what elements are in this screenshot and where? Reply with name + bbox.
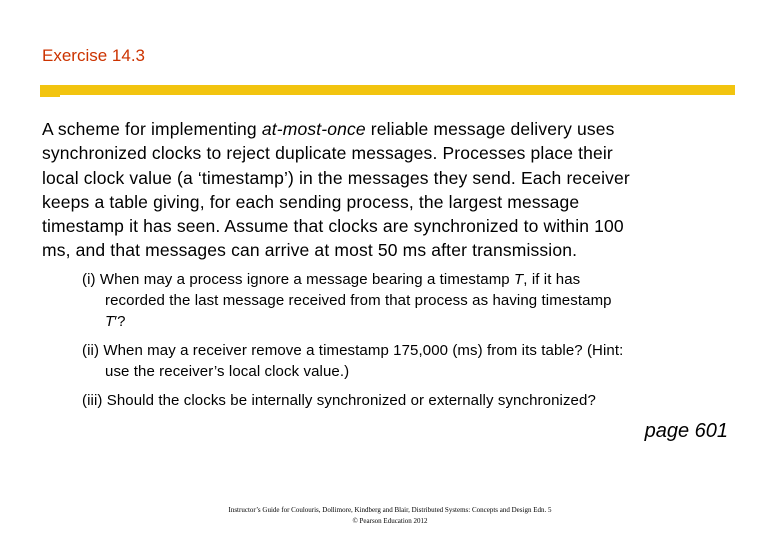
question-i xyxy=(82,269,612,332)
footer xyxy=(200,505,580,527)
question-ii-line-2: use the receiver’s local clock value.) xyxy=(105,363,350,380)
question-i-line-2: recorded the last message received from that process as having timestamp xyxy=(105,292,612,309)
body-line-1-end: reliable message delivery uses xyxy=(365,119,615,139)
footer-copyright: © Pearson Education 2012 xyxy=(352,517,428,525)
question-i-line-1 xyxy=(82,269,612,290)
question-i-line-1-start: (i) When may a process ignore a message bearing a timestamp xyxy=(82,271,515,288)
slide-title: Exercise 14.3 xyxy=(42,46,145,65)
body-line-5: timestamp it has seen. Assume that clocks are synchronized to within 100 xyxy=(42,216,624,237)
title-underline-notch xyxy=(40,95,60,97)
body-line-2: synchronized clocks to reject duplicate messages. Processes place their xyxy=(42,143,613,164)
body-line-3: local clock value (a ‘timestamp’) in the messages they send. Each receiver xyxy=(42,167,630,188)
footer-attribution: Instructor’s Guide for Coulouris, Dollimore, Kindberg and Blair, Distributed Systems: Concepts and Design Edn. 5 xyxy=(228,506,552,514)
body-line-1 xyxy=(42,117,742,141)
question-iii xyxy=(82,390,596,411)
question-i-timestamp-var: T xyxy=(514,271,524,288)
body-line-6: ms, and that messages can arrive at most 50 ms after transmission. xyxy=(42,240,578,261)
question-i-line-3 xyxy=(82,311,612,332)
question-i-timestamp-prime-var: T xyxy=(105,313,115,330)
body-line-1-start: A scheme for implementing xyxy=(42,119,262,139)
question-i-line-3-end: ′? xyxy=(114,313,126,330)
exercise-body xyxy=(42,117,742,263)
question-ii xyxy=(82,340,623,382)
body-emphasis: at-most-once xyxy=(261,119,366,139)
question-iii-line-1: (iii) Should the clocks be internally synchronized or externally synchronized? xyxy=(82,392,596,409)
page-reference: page 601 xyxy=(644,420,728,442)
title-underline-bar xyxy=(40,85,735,95)
question-i-line-1-end: , if it has xyxy=(523,271,581,288)
question-ii-line-1: (ii) When may a receiver remove a timestamp 175,000 (ms) from its table? (Hint: xyxy=(82,342,624,359)
body-line-4: keeps a table giving, for each sending process, the largest message xyxy=(42,191,580,212)
